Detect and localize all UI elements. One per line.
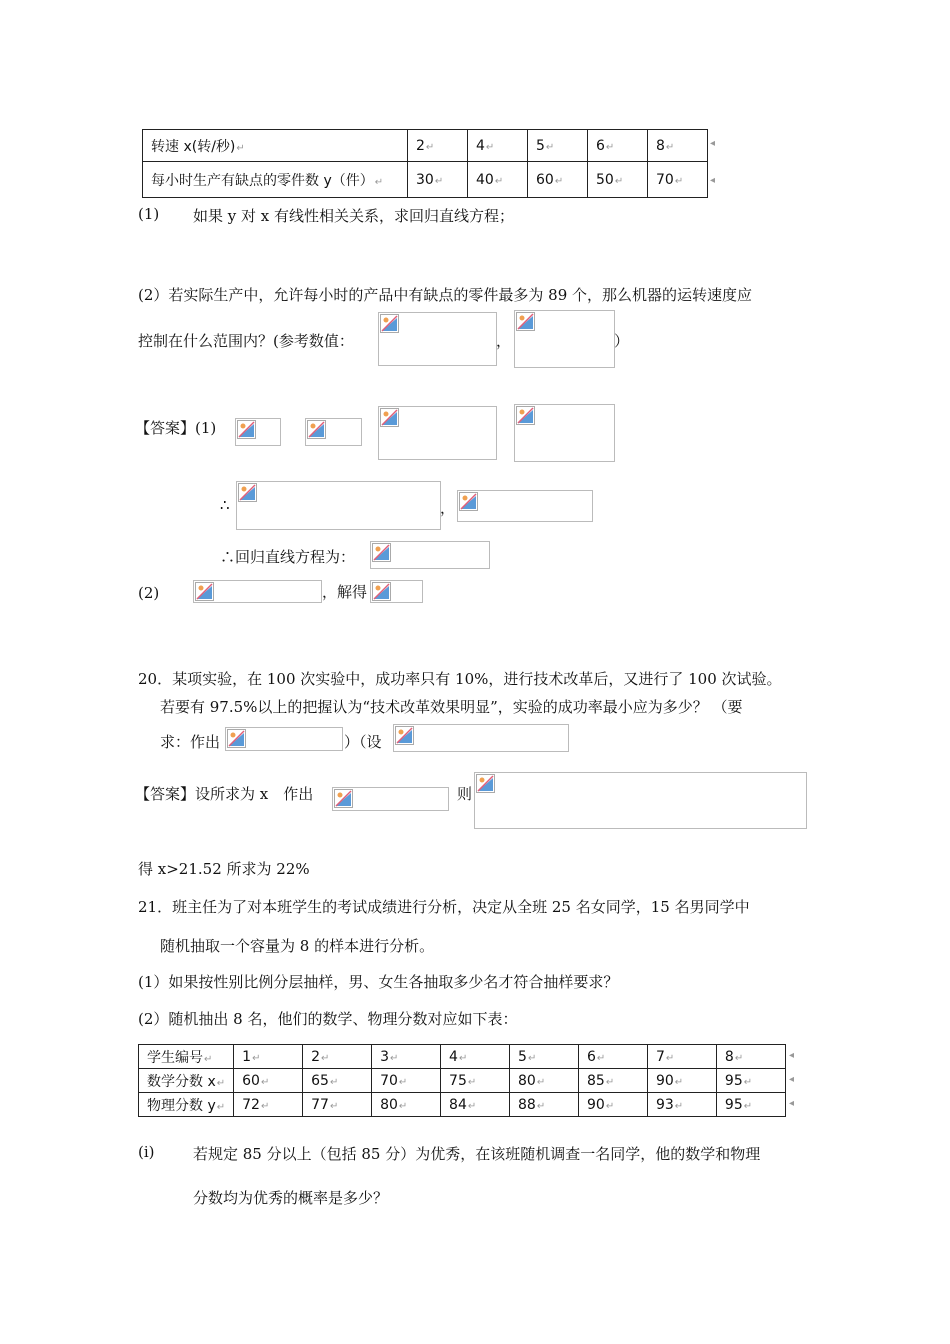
- table-cell: 6: [596, 137, 605, 154]
- qi-line2: 分数均为优秀的概率是多少？: [193, 1189, 389, 1207]
- formula-image: [236, 481, 441, 530]
- table-cell: 30: [416, 171, 434, 188]
- table-row: 数学分数 x↵ 60↵ 65↵ 70↵ 75↵ 80↵ 85↵ 90↵ 95↵: [139, 1069, 786, 1093]
- formula-image: [378, 406, 497, 460]
- table1-header-y: 每小时生产有缺点的零件数 y（件）: [151, 172, 374, 189]
- table-cell: 90: [586, 1096, 605, 1113]
- broken-image-icon: [227, 729, 246, 748]
- formula-image: [370, 541, 490, 569]
- q20-line3-b: ）（设: [344, 733, 382, 751]
- broken-image-icon: [307, 420, 326, 439]
- comma: ，: [496, 332, 512, 350]
- broken-image-icon: [516, 406, 535, 425]
- formula-image: [235, 418, 281, 446]
- regression-label: ∴回归直线方程为：: [220, 548, 356, 566]
- q20-line3-a: 求：作出: [160, 733, 221, 751]
- q2-line2: 控制在什么范围内？(参考数值：: [138, 332, 354, 350]
- table-cell: 3: [380, 1048, 389, 1065]
- cell-end-mark: ◂: [710, 138, 716, 149]
- broken-image-icon: [395, 726, 414, 745]
- table-cell: 70: [380, 1072, 398, 1089]
- formula-image: [370, 580, 423, 603]
- table1-row-defects: 每小时生产有缺点的零件数 y（件）↵ 30↵ 40↵ 60↵ 50↵ 70↵: [143, 162, 708, 198]
- answer20-label: 【答案】设所求为 x 作出: [135, 785, 314, 803]
- table-cell: 5: [536, 137, 545, 154]
- formula-image: [514, 310, 615, 368]
- q2-line1: (2）若实际生产中，允许每小时的产品中有缺点的零件最多为 89 个，那么机器的运转速度应: [138, 286, 753, 304]
- broken-image-icon: [476, 774, 495, 793]
- formula-image: [474, 772, 807, 829]
- answer-label: 【答案】(1): [135, 419, 217, 437]
- broken-image-icon: [380, 408, 399, 427]
- table-cell: 88: [518, 1096, 536, 1113]
- broken-image-icon: [238, 483, 257, 502]
- table-cell: 93: [655, 1096, 674, 1113]
- table-cell: 7: [655, 1048, 665, 1065]
- answer20-result: 得 x>21.52 所求为 22%: [138, 860, 310, 878]
- score-table: [138, 1044, 786, 1117]
- table1-header-x: 转速 x(转/秒): [151, 138, 236, 155]
- table-cell: 84: [449, 1096, 467, 1113]
- q21-line1: 21．班主任为了对本班学生的考试成绩进行分析，决定从全班 25 名女同学，15 名男同学中: [138, 898, 750, 916]
- cell-end-mark: ◂: [710, 175, 716, 186]
- formula-image: [225, 727, 343, 751]
- table-cell: 95: [724, 1096, 743, 1113]
- answer20-then: 则: [457, 785, 473, 803]
- row-label: 数学分数 x: [147, 1073, 216, 1090]
- broken-image-icon: [380, 314, 399, 333]
- formula-image: [193, 580, 322, 603]
- table-cell: 8: [656, 137, 665, 154]
- q20-line2: 若要有 97.5%以上的把握认为“技术改革效果明显”，实验的成功率最小应为多少？ （要: [160, 698, 743, 716]
- cell-end-mark: ◂: [789, 1074, 795, 1085]
- table-cell: 90: [655, 1072, 674, 1089]
- formula-image: [378, 312, 497, 366]
- cell-end-mark: ◂: [789, 1098, 795, 1109]
- broken-image-icon: [372, 543, 391, 562]
- table-cell: 72: [242, 1096, 260, 1113]
- row-label: 物理分数 y: [147, 1097, 216, 1114]
- table-cell: 65: [311, 1072, 329, 1089]
- broken-image-icon: [516, 312, 535, 331]
- table-cell: 50: [596, 171, 614, 188]
- qi-label: (i): [138, 1143, 155, 1161]
- formula-image: [393, 724, 569, 752]
- qi-line1: 若规定 85 分以上（包括 85 分）为优秀，在该班随机调查一名同学，他的数学和物理: [193, 1145, 761, 1163]
- table-cell: 1: [242, 1048, 252, 1065]
- formula-image: [457, 490, 593, 522]
- table-cell: 2: [311, 1048, 321, 1065]
- row-label: 学生编号: [147, 1049, 203, 1066]
- answer2-label: (2): [138, 584, 160, 602]
- q21-line2: 随机抽取一个容量为 8 的样本进行分析。: [160, 937, 435, 955]
- formula-image: [332, 787, 449, 811]
- table-cell: 77: [311, 1096, 329, 1113]
- table-cell: 4: [449, 1048, 458, 1065]
- table-cell: 40: [476, 171, 494, 188]
- table-cell: 70: [656, 171, 674, 188]
- table-cell: 85: [586, 1072, 605, 1089]
- table-cell: 95: [724, 1072, 743, 1089]
- formula-image: [514, 404, 615, 462]
- q21-part2: (2）随机抽出 8 名，他们的数学、物理分数对应如下表：: [138, 1010, 518, 1028]
- table-row: 学生编号↵ 1↵ 2↵ 3↵ 4↵ 5↵ 6↵ 7↵ 8↵: [139, 1045, 786, 1069]
- broken-image-icon: [459, 492, 478, 511]
- q21-part1: (1）如果按性别比例分层抽样，男、女生各抽取多少名才符合抽样要求？: [138, 973, 619, 991]
- table-cell: 80: [380, 1096, 398, 1113]
- therefore-symbol: ∴: [220, 496, 230, 514]
- table1-row-speed: 转速 x(转/秒)↵ 2↵ 4↵ 5↵ 6↵ 8↵: [143, 130, 708, 162]
- broken-image-icon: [195, 582, 214, 601]
- table-cell: 80: [518, 1072, 536, 1089]
- table-cell: 60: [536, 171, 554, 188]
- table-row: 物理分数 y↵ 72↵ 77↵ 80↵ 84↵ 88↵ 90↵ 93↵ 95↵: [139, 1093, 786, 1117]
- close-paren: ）: [614, 332, 630, 350]
- solve-text: ，解得: [322, 583, 368, 601]
- table-cell: 75: [449, 1072, 467, 1089]
- broken-image-icon: [372, 582, 391, 601]
- q1-label: (1): [138, 205, 160, 223]
- q1-text: 如果 y 对 x 有线性相关关系，求回归直线方程；: [193, 207, 515, 225]
- table-cell: 4: [476, 137, 485, 154]
- broken-image-icon: [334, 789, 353, 808]
- broken-image-icon: [237, 420, 256, 439]
- table-cell: 60: [242, 1072, 260, 1089]
- table-cell: 5: [518, 1048, 527, 1065]
- cell-end-mark: ◂: [789, 1050, 795, 1061]
- formula-image: [305, 418, 362, 446]
- rotation-speed-table: [142, 129, 708, 198]
- q20-line1: 20．某项实验，在 100 次实验中，成功率只有 10%，进行技术改革后，又进行了 100 次试验。: [138, 670, 782, 688]
- table-cell: 2: [416, 137, 425, 154]
- comma: ，: [440, 499, 456, 517]
- table-cell: 8: [724, 1048, 734, 1065]
- table-cell: 6: [586, 1048, 596, 1065]
